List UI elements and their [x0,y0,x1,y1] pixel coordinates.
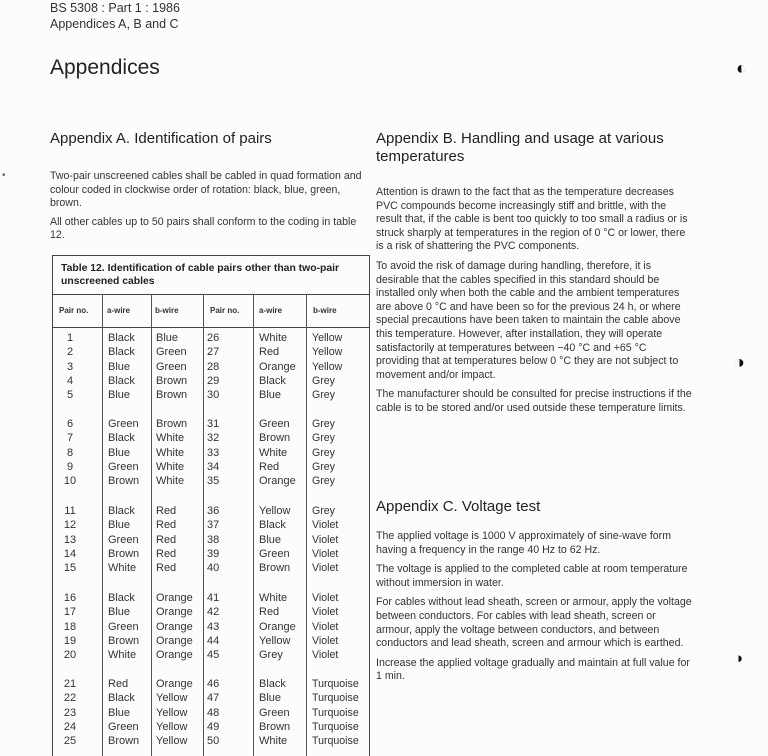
b-wire-colour: Red [156,519,177,532]
a-wire-colour: Green [259,418,290,430]
a-wire-colour: Green [259,706,290,719]
table-12 [52,255,370,756]
table-row-group [53,331,369,402]
table-row [53,648,369,662]
pair-number: 49 [207,720,220,733]
a-wire-colour: Red [259,460,280,473]
a-wire-colour: Green [108,720,139,733]
a-wire-colour: Brown [259,562,291,575]
pair-number: 12 [63,519,77,532]
a-wire-colour: Black [108,432,135,445]
column-header: a-wire [259,306,283,315]
b-wire-colour: Yellow [156,706,188,719]
b-wire-colour: Yellow [156,692,188,705]
pair-number: 22 [63,692,77,705]
a-wire-colour: Red [259,346,280,359]
b-wire-colour: Green [156,360,187,373]
pair-number: 34 [207,460,220,473]
pair-number: 36 [207,505,220,517]
pair-number: 41 [207,592,220,604]
table-row-group [53,677,369,748]
b-wire-colour: Grey [312,460,335,473]
a-wire-colour: Grey [259,649,283,662]
a-wire-colour: Blue [259,389,282,402]
a-wire-colour: Black [259,519,286,532]
a-wire-colour: Green [108,460,139,473]
a-wire-colour: Black [259,678,286,690]
column-header: Pair no. [59,306,89,315]
b-wire-colour: Grey [312,418,335,430]
b-wire-colour: Violet [312,562,339,575]
column-header: b-wire [313,306,337,315]
table-row-group [53,504,369,575]
b-wire-colour: Red [156,562,177,575]
b-wire-colour: Orange [156,634,193,647]
pair-number: 43 [207,620,220,633]
a-wire-colour: Black [108,692,135,705]
pair-number: 11 [64,505,76,517]
table-row [53,605,369,619]
table-row [53,691,369,705]
pair-number: 32 [207,432,220,445]
table-row [53,620,369,634]
b-wire-colour: Violet [312,649,339,662]
pair-number: 2 [66,346,74,359]
a-wire-colour: Brown [108,547,140,560]
a-wire-colour: Brown [259,432,291,445]
b-wire-colour: Turquoise [312,692,359,705]
appendix-c-paragraph: For cables without lead sheath, screen or armour, apply the voltage between conductors. For cables with lead sheath, screen or armour, apply the voltage between conductors, and between conductors and lead sheath, screen and armour which is earthed. [376,596,692,650]
pair-number: 19 [63,634,77,647]
b-wire-colour: Violet [312,547,339,560]
b-wire-colour: Red [156,505,177,517]
b-wire-colour: Orange [156,620,193,633]
page-title: Appendices [50,56,160,79]
appendix-a-paragraph: All other cables up to 50 pairs shall conform to the coding in table 12. [50,215,357,242]
b-wire-colour: Turquoise [312,735,359,748]
pair-number: 44 [207,634,220,647]
a-wire-colour: Orange [259,360,296,373]
a-wire-colour: Blue [108,519,131,532]
a-wire-colour: Brown [259,720,291,733]
b-wire-colour: White [156,475,185,488]
b-wire-colour: Yellow [156,720,188,733]
column-header: a-wire [107,306,131,315]
b-wire-colour: White [156,446,185,459]
pair-number: 48 [207,706,220,719]
pair-number: 26 [207,332,220,344]
a-wire-colour: Blue [259,533,282,546]
appendix-a [50,130,370,243]
table-row [53,533,369,547]
a-wire-colour: Green [108,533,139,546]
a-wire-colour: Black [108,346,135,359]
a-wire-colour: Black [259,374,286,387]
table-row [53,474,369,488]
a-wire-colour: Brown [108,735,140,748]
a-wire-colour: Green [108,620,139,633]
b-wire-colour: Violet [312,606,339,619]
b-wire-colour: Orange [156,606,193,619]
table-row [53,460,369,474]
b-wire-colour: Red [156,547,177,560]
pair-number: 3 [66,360,74,373]
pair-number: 30 [207,389,220,402]
appendix-c-paragraph: The applied voltage is 1000 V approximately of sine-wave form having a frequency in the range 40 Hz to 62 Hz. [376,530,672,556]
pair-number: 5 [66,389,74,402]
table-row [53,706,369,720]
a-wire-colour: Black [108,505,135,517]
a-wire-colour: Blue [259,692,282,705]
table-row [53,374,369,388]
a-wire-colour: Brown [108,634,140,647]
appendix-b [376,130,692,416]
column-header: b-wire [155,306,179,315]
b-wire-colour: Brown [156,389,188,402]
a-wire-colour: Blue [108,360,131,373]
a-wire-colour: White [108,649,137,662]
b-wire-colour: Grey [312,374,335,387]
b-wire-colour: Grey [312,432,335,445]
a-wire-colour: Blue [108,706,131,719]
table-row [53,388,369,402]
table-row [53,446,369,460]
b-wire-colour: Brown [156,374,188,387]
a-wire-colour: White [259,592,288,604]
a-wire-colour: Green [108,418,139,430]
table-row [53,331,369,345]
a-wire-colour: Brown [108,475,140,488]
appendix-a-paragraph: Two-pair unscreened cables shall be cabled in quad formation and colour coded in clockwise order of rotation: black, blue, green, brown. [50,170,362,210]
pair-number: 37 [207,519,220,532]
pair-number: 39 [207,547,220,560]
pair-number: 28 [207,360,220,373]
punch-hole-mark: ◑ [734,650,744,667]
pair-number: 6 [66,418,74,430]
pair-number: 13 [63,533,77,546]
pair-number: 1 [66,332,74,344]
pair-number: 35 [207,475,220,488]
b-wire-colour: Orange [156,649,193,662]
appendix-b-paragraph: Attention is drawn to the fact that as the temperature decreases PVC compounds become increasingly stiff and brittle, with the result that, if the cable is bent too quickly to too small a radius or is struck sharply at temperatures in the region of 0 °C or lower, there is a risk of shattering the PVC components. [376,186,688,253]
b-wire-colour: Violet [312,634,339,647]
appendix-c-paragraph: The voltage is applied to the completed cable at room temperature without immersion in water. [376,563,688,589]
table-row [53,417,369,431]
table-caption: Table 12. Identification of cable pairs other than two-pair unscreened cables [61,263,340,287]
b-wire-colour: Turquoise [312,706,359,719]
a-wire-colour: Orange [259,475,296,488]
table-row [53,591,369,605]
header-subtitle: Appendices A, B and C [50,17,179,31]
b-wire-colour: Red [156,533,177,546]
pair-number: 42 [207,606,220,619]
pair-number: 17 [63,606,77,619]
b-wire-colour: Yellow [156,735,188,748]
appendix-c [376,498,692,684]
a-wire-colour: Blue [108,606,131,619]
pair-number: 16 [63,592,77,604]
pair-number: 8 [66,446,74,459]
b-wire-colour: Violet [312,519,339,532]
a-wire-colour: Blue [108,446,131,459]
pair-number: 25 [63,735,77,748]
b-wire-colour: Turquoise [312,678,359,690]
a-wire-colour: Red [259,606,280,619]
table-row [53,547,369,561]
pair-number: 45 [207,649,220,662]
table-row-group [53,417,369,488]
running-header [50,0,180,32]
pair-number: 7 [66,432,74,445]
b-wire-colour: Grey [312,446,335,459]
table-row [53,431,369,445]
pair-number: 18 [63,620,77,633]
a-wire-colour: Blue [108,389,131,402]
table-row [53,345,369,359]
b-wire-colour: White [156,460,185,473]
pair-number: 15 [63,562,77,575]
a-wire-colour: Red [108,678,129,690]
table-header-row [53,294,369,328]
appendix-c-heading: Appendix C. Voltage test [376,498,541,515]
b-wire-colour: Yellow [312,332,343,344]
table-row [53,518,369,532]
b-wire-colour: Violet [312,620,339,633]
appendix-a-heading: Appendix A. Identification of pairs [50,130,272,147]
b-wire-colour: Orange [156,678,193,690]
table-row [53,734,369,748]
pair-number: 4 [66,374,74,387]
table-row [53,720,369,734]
pair-number: 27 [207,346,220,359]
b-wire-colour: Yellow [312,360,343,373]
table-row [53,561,369,575]
pair-number: 24 [63,720,77,733]
pair-number: 10 [63,475,77,488]
b-wire-colour: Grey [312,475,335,488]
b-wire-colour: White [156,432,185,445]
b-wire-colour: Blue [156,332,179,344]
b-wire-colour: Grey [312,389,335,402]
table-row-group [53,591,369,662]
appendix-c-paragraph: Increase the applied voltage gradually and maintain at full value for 1 min. [376,656,690,683]
appendix-b-heading: Appendix B. Handling and usage at various temperatures [376,130,664,165]
table-row [53,634,369,648]
pair-number: 31 [207,418,220,430]
b-wire-colour: Green [156,346,187,359]
punch-hole-mark: ◐ [736,58,747,78]
pair-number: 14 [63,547,77,560]
a-wire-colour: White [259,332,288,344]
b-wire-colour: Violet [312,592,339,604]
punch-hole-mark: ◑ [734,352,745,372]
pair-number: 46 [207,678,220,690]
pair-number: 50 [207,735,220,748]
pair-number: 9 [66,460,74,473]
b-wire-colour: Brown [156,418,188,430]
a-wire-colour: White [259,735,288,748]
b-wire-colour: Violet [312,533,339,546]
a-wire-colour: Black [108,332,135,344]
a-wire-colour: Green [259,547,290,560]
b-wire-colour: Yellow [312,346,343,359]
a-wire-colour: Yellow [259,634,291,647]
a-wire-colour: Black [108,592,135,604]
a-wire-colour: White [259,446,288,459]
b-wire-colour: Grey [312,505,335,517]
b-wire-colour: Turquoise [312,720,359,733]
pair-number: 47 [207,692,220,705]
pair-number: 20 [63,649,77,662]
scan-speck: • [2,170,6,181]
a-wire-colour: Yellow [259,505,291,517]
pair-number: 29 [207,374,220,387]
pair-number: 38 [207,533,220,546]
column-header: Pair no. [210,306,240,315]
table-row [53,360,369,374]
appendix-b-paragraph: To avoid the risk of damage during handling, therefore, it is desirable that the cables specified in this standard should be installed only when both the cable and the ambient temperatures are above 0 °C and have been so for the previous 24 h, or where special precautions have been taken to maintain the cable above this temperature. However, after installation, they will operate satisfactorily at temperatures between −40 °C and +65 °C providing that at temperatures below 0 °C they are not subject to movement and/or impact. [376,259,681,381]
b-wire-colour: Orange [156,592,193,604]
pair-number: 40 [207,562,220,575]
pair-number: 33 [207,446,220,459]
pair-number: 21 [63,678,77,690]
table-row [53,677,369,691]
standard-number: BS 5308 : Part 1 : 1986 [50,1,180,15]
pair-number: 23 [63,706,77,719]
a-wire-colour: Orange [259,620,296,633]
a-wire-colour: Black [108,374,135,387]
table-row [53,504,369,518]
appendix-b-paragraph: The manufacturer should be consulted for precise instructions if the cable is to be stored and/or used outside these temperature limits. [376,388,692,414]
a-wire-colour: White [108,562,137,575]
